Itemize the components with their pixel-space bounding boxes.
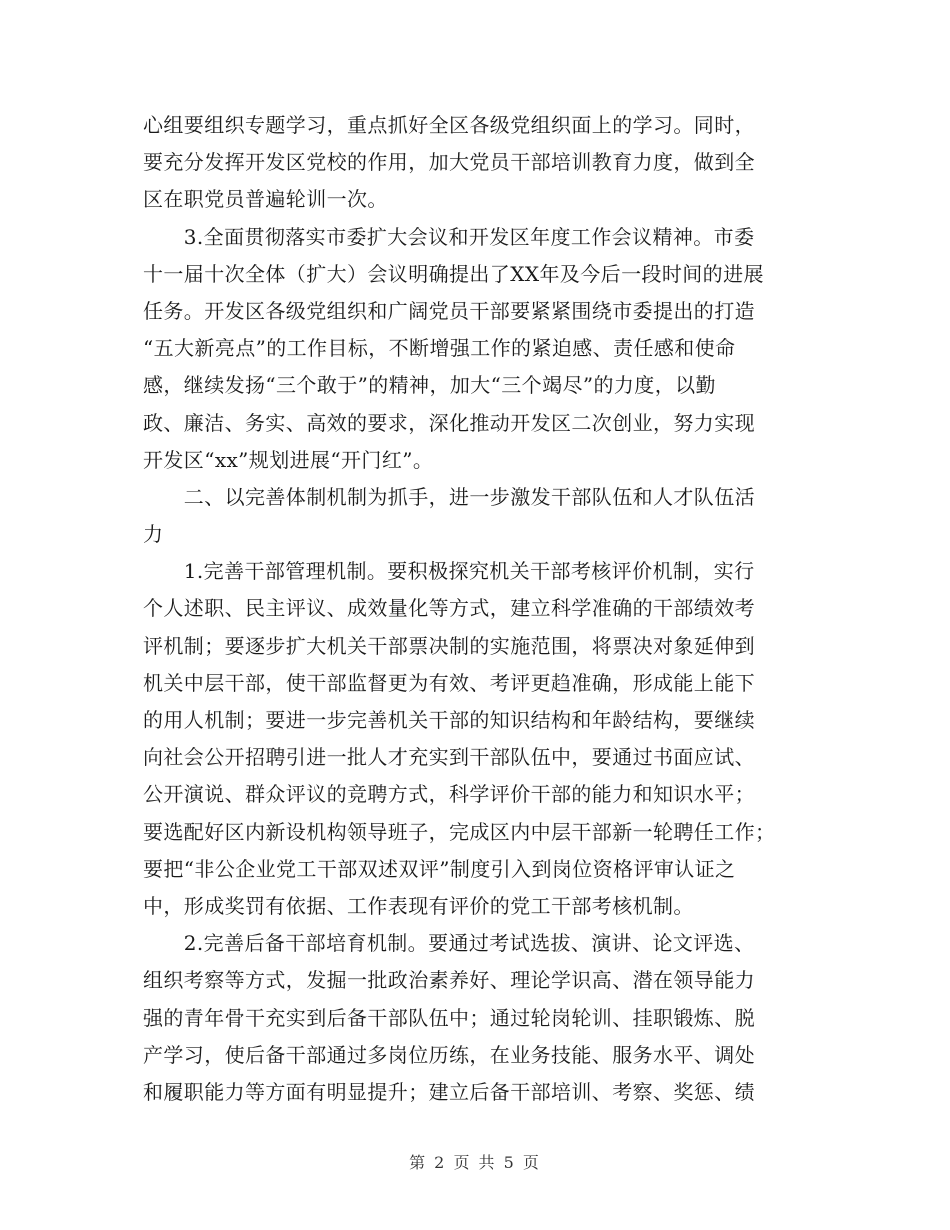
section-heading: 力 bbox=[143, 522, 164, 547]
text-line: “五大新亮点”的工作目标，不断增强工作的紧迫感、责任感和使命 bbox=[143, 336, 736, 361]
text-line: 要充分发挥开发区党校的作用，加大党员干部培训教育力度，做到全 bbox=[143, 150, 755, 175]
text-line: 3.全面贯彻落实市委扩大会议和开发区年度工作会议精神。市委 bbox=[143, 224, 755, 249]
section-heading: 二、以完善体制机制为抓手，进一步激发干部队伍和人才队伍活 bbox=[143, 484, 755, 509]
text-line: 组织考察等方式，发掘一批政治素养好、理论学识高、潜在领导能力 bbox=[143, 968, 755, 993]
text-line: 开发区“xx”规划进展“开门红”。 bbox=[143, 447, 434, 472]
body-text bbox=[143, 107, 803, 1111]
text-line: 1.完善干部管理机制。要积极探究机关干部考核评价机制，实行 bbox=[143, 559, 755, 584]
text-line: 公开演说、群众评议的竞聘方式，科学评价干部的能力和知识水平； bbox=[143, 782, 755, 807]
text-line: 心组要组织专题学习，重点抓好全区各级党组织面上的学习。同时， bbox=[143, 113, 755, 137]
text-line: 评机制；要逐步扩大机关干部票决制的实施范围，将票决对象延伸到 bbox=[143, 633, 755, 658]
text-line: 向社会公开招聘引进一批人才充实到干部队伍中，要通过书面应试、 bbox=[143, 745, 755, 770]
text-line: 政、廉洁、务实、高效的要求，深化推动开发区二次创业，努力实现 bbox=[143, 410, 755, 435]
text-line: 任务。开发区各级党组织和广阔党员干部要紧紧围绕市委提出的打造 bbox=[143, 298, 755, 323]
text-line: 个人述职、民主评议、成效量化等方式，建立科学准确的干部绩效考 bbox=[143, 596, 755, 621]
text-line: 要选配好区内新设机构领导班子，完成区内中层干部新一轮聘任工作； bbox=[143, 819, 776, 844]
text-line: 机关中层干部，使干部监督更为有效、考评更趋准确，形成能上能下 bbox=[143, 670, 755, 695]
text-line: 的用人机制；要进一步完善机关干部的知识结构和年龄结构，要继续 bbox=[143, 708, 755, 732]
text-line: 强的青年骨干充实到后备干部队伍中；通过轮岗轮训、挂职锻炼、脱 bbox=[143, 1005, 755, 1030]
text-line: 产学习，使后备干部通过多岗位历练，在业务技能、服务水平、调处 bbox=[143, 1042, 755, 1067]
text-line: 要把“非公企业党工干部双述双评”制度引入到岗位资格评审认证之 bbox=[143, 856, 736, 881]
text-line: 十一届十次全体（扩大）会议明确提出了XX年及今后一段时间的进展 bbox=[143, 261, 764, 286]
text-line: 中，形成奖罚有依据、工作表现有评价的党工干部考核机制。 bbox=[143, 893, 694, 918]
text-line: 感，继续发扬“三个敢于”的精神，加大“三个竭尽”的力度，以勤 bbox=[143, 373, 716, 398]
text-line: 和履职能力等方面有明显提升；建立后备干部培训、考察、奖惩、绩 bbox=[143, 1079, 755, 1104]
page-number: 第 2 页 共 5 页 bbox=[409, 1153, 541, 1172]
text-line: 2.完善后备干部培育机制。要通过考试选拔、演讲、论文评选、 bbox=[143, 931, 755, 956]
text-line: 区在职党员普遍轮训一次。 bbox=[143, 187, 388, 212]
